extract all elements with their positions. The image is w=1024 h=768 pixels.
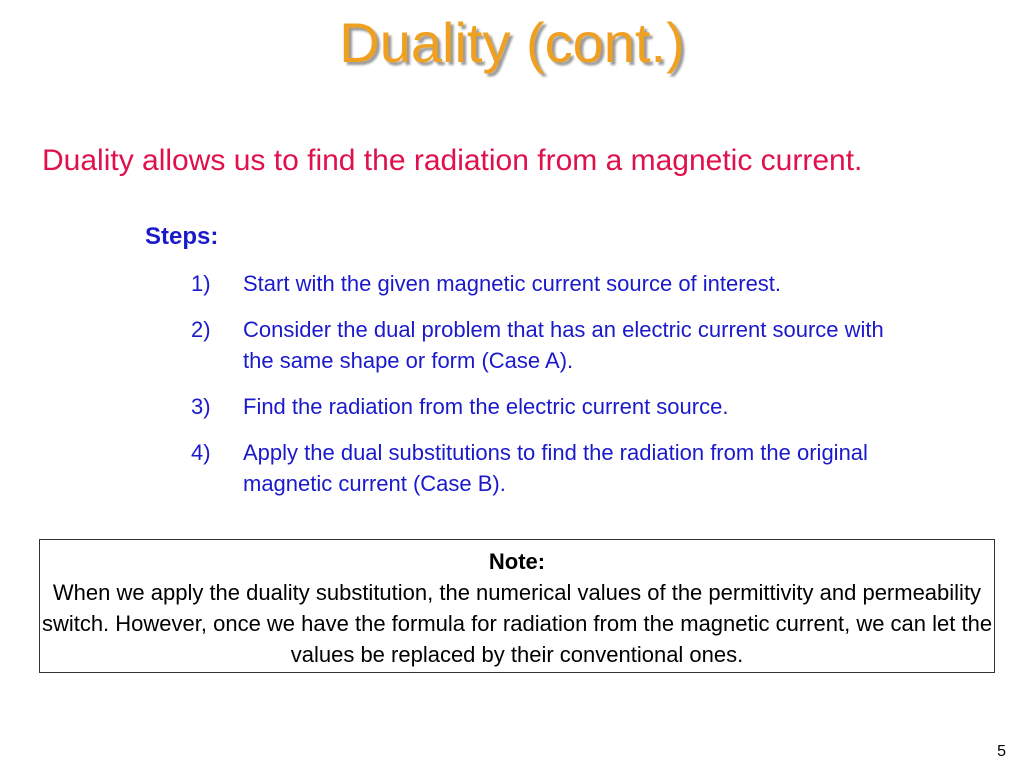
step-text: Start with the given magnetic current source of interest.: [243, 271, 782, 296]
step-text: Consider the dual problem that has an electric current source with the same shape or form (Case A).: [243, 317, 884, 373]
intro-text: Duality allows us to find the radiation from a magnetic current.: [42, 144, 863, 177]
step-item: [191, 314, 911, 376]
note-title: Note:: [488, 549, 546, 574]
step-item: [191, 437, 911, 499]
steps-heading: Steps:: [145, 223, 219, 250]
step-item: [191, 268, 911, 299]
step-number: 3): [191, 394, 211, 419]
slide-title: Duality (cont.): [339, 11, 685, 74]
step-number: 4): [191, 440, 211, 465]
note-body: When we apply the duality substitution, the numerical values of the permittivity and permeability switch. However, once we have the formula for radiation from the magnetic current, we can let the values be replaced by their conventional ones.: [41, 580, 993, 667]
note-box: [39, 539, 995, 673]
page-number: 5: [997, 743, 1006, 760]
step-number: 1): [191, 271, 211, 296]
step-number: 2): [191, 317, 211, 342]
step-text: Apply the dual substitutions to find the radiation from the original magnetic current (Case B).: [243, 440, 868, 496]
step-text: Find the radiation from the electric current source.: [243, 394, 729, 419]
step-item: [191, 391, 911, 422]
steps-list: [191, 268, 911, 514]
